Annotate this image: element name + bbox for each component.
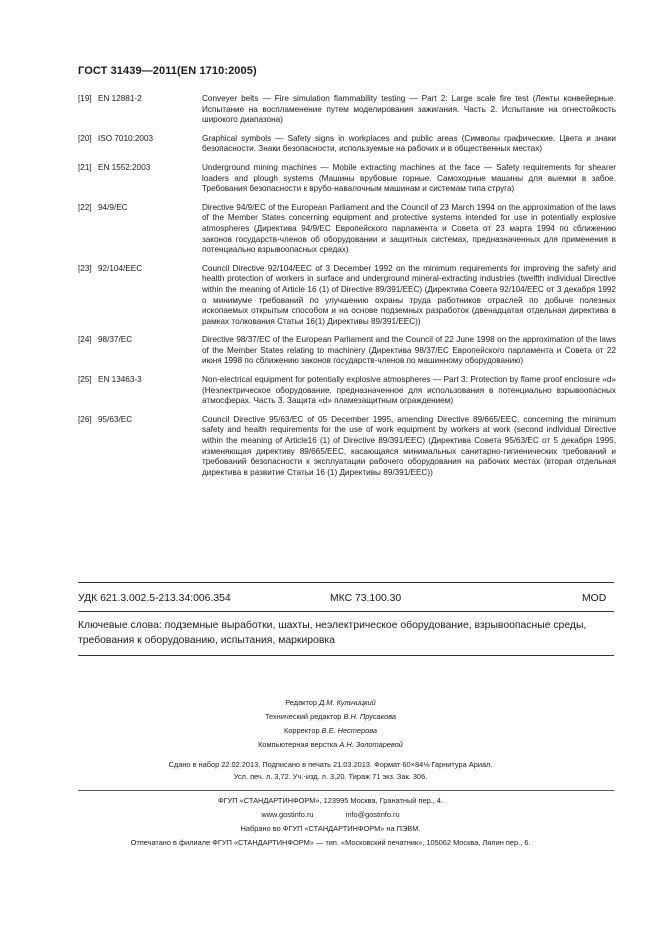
- top-divider: [78, 582, 614, 583]
- bibliography-entry: [78, 335, 616, 367]
- entry-text: Underground mining machines — Mobile extracting machines at the face — Safety requirements for shearer loaders and plough systems (Машины врубовые горные. Самоходные машины для выемки в забое. Требования безопасности к врубо-навалочным машинам и системам типа струга): [202, 162, 616, 194]
- udk-code: УДК 621.3.002.5-213.34:006.354: [78, 593, 231, 604]
- standard-header: ГОСТ 31439—2011(EN 1710:2005): [78, 65, 257, 77]
- entry-number: [19]: [78, 94, 92, 103]
- publisher-email[interactable]: info@gostinfo.ru: [345, 810, 400, 819]
- entry-code: EN 12881-2: [98, 94, 142, 103]
- mks-code: МКС 73.100.30: [330, 593, 402, 604]
- entry-text: Council Directive 92/104/EEC of 3 December 1992 on the minimum requirements for improving the safety and health protection of workers in surface and underground mineral-extracting industries (twelfth individual Directive within the meaning of Article 16 (1) of Directive 89/391/EEC) (Директива Совета 92/104/EEC от 3 декабря 1992 о минимуме требований по улучшению охраны труда работников отраслей по добыче полезных ископаемых открытым способом и на основе подземных разработок (двенадцатая отдельная директива в рамках толкования Статьи 16(1) Директивы 89/391/EEC)): [202, 263, 616, 326]
- publisher-address: ФГУП «СТАНДАРТИНФОРМ», 123995 Москва, Гранатный пер., 4.: [217, 796, 444, 805]
- entry-code: 98/37/EC: [98, 335, 133, 345]
- middle-divider: [78, 611, 614, 612]
- entry-number: [22]: [78, 202, 92, 212]
- bibliography-entry: [78, 415, 616, 479]
- tech-editor-line: [0, 712, 661, 721]
- typesetting-note: Набрано во ФГУП «СТАНДАРТИНФОРМ» на ПЭВМ.: [240, 824, 421, 833]
- entry-text: Conveyer belts — Fire simulation flammability testing — Part 2: Large scale fire test (Ленты конвейерные. Испытание на воспламенение путем моделирования зажигания. Часть 2. Испытание на огнестойкость широкого диапазона): [202, 94, 616, 125]
- bibliography-entry: [78, 94, 616, 126]
- corrector-label: Корректор: [283, 726, 320, 735]
- editor-line: [0, 698, 661, 707]
- entry-code: EN 13463-3: [98, 375, 142, 385]
- keywords: Ключевые слова: подземные выработки, шахты, неэлектрическое оборудование, взрывоопасные среды, требования к оборудованию, испытания, маркировка: [78, 620, 587, 646]
- bibliography-entry: [78, 134, 616, 155]
- entry-number: [21]: [78, 162, 92, 172]
- editor-label: Редактор: [285, 698, 318, 707]
- publisher-divider: [78, 790, 614, 791]
- bibliography-list: [78, 94, 616, 486]
- entry-number: [26]: [78, 414, 92, 424]
- entry-text: Graphical symbols — Safety signs in workplaces and public areas (Символы графические. Цвета и знаки безопасности. Знаки безопасности, используемые на рабочих и в общественных местах): [202, 133, 616, 154]
- entry-code: EN 1552:2003: [98, 162, 151, 172]
- mod-label: MOD: [582, 593, 607, 604]
- layout-line: [0, 740, 661, 749]
- publisher-contacts: [0, 810, 661, 819]
- corrector-line: [0, 726, 661, 735]
- printing-note: Отпечатано в филиале ФГУП «СТАНДАРТИНФОРМ» — тип. «Московский печатник», 105062 Москва, Лялин пер., 6.: [130, 838, 531, 847]
- entry-number: [25]: [78, 375, 92, 385]
- entry-code: ISO 7010:2003: [98, 133, 154, 143]
- bibliography-entry: [78, 264, 616, 328]
- entry-code: 94/9/EC: [98, 202, 128, 212]
- entry-number: [20]: [78, 133, 92, 143]
- entry-text: Non-electrical equipment for potentially explosive atmospheres — Part 3: Protection by flame proof enclosure «d» (Неэлектрическое оборудование, предназначенное для использования в потенциально взрывоопасных атмосферах. Часть 3. Защита «d» пламезащитным ограждением): [202, 375, 616, 406]
- print-details-line: Сдано в набор 22.02.2013. Подписано в печать 21.03.2013. Формат 60×84⅛ Гарнитура Ариал.: [168, 760, 493, 769]
- entry-code: 95/63/EC: [98, 414, 133, 424]
- entry-number: [23]: [78, 263, 92, 273]
- entry-number: [24]: [78, 335, 92, 345]
- editor-name: Д.М. Кульчицкий: [319, 698, 376, 707]
- entry-text: Directive 94/9/EC of the European Parliament and the Council of 23 March 1994 on the approximation of the laws of the Member States concerning equipment and protective systems intended for use in potentially explosive atmospheres (Директива 94/9/EC Европейского парламента и Совета от 23 марта 1994 по сближению законов государств-членов об оборудовании и защитных системах, предназначенных для применения в потенциально взрывоопасных средах): [202, 202, 616, 255]
- entry-text: Council Directive 95/63/EC of 05 December 1995, amending Directive 89/665/EEC, concerning the minimum safety and health requirements for the use of work equipment by workers at work (second individual Directive within the meaning of Article16 (1) of Directive 89/391/EEC) (Директива Совета 95/63/EC от 5 декабря 1995, изменяющая директиву 89/665/EEC, касающаяся минимальных санитарно-гигиенических требований и требований безопасности к эксплуатации рабочего оборудования на рабочих местах (вторая отдельная директива в развитие Статьи 16 (1) Директивы 89/391/EEC)): [202, 414, 616, 477]
- entry-text: Directive 98/37/EC of the European Parliament and the Council of 22 June 1998 on the approximation of the laws of the Member States relating to machinery (Директива 98/37/EC Европейского парламента и Совета от 22 июня 1998 по сближению законов государств-членов по машинному оборудованию): [202, 335, 616, 366]
- publisher-website[interactable]: www.gostinfo.ru: [261, 810, 314, 819]
- tech-editor-label: Технический редактор: [264, 712, 342, 721]
- print-volume-line: Усл. печ. л. 3,72. Уч.-изд. л. 3,20. Тираж 71 экз. Зак. 306.: [233, 772, 428, 781]
- bibliography-entry: [78, 163, 616, 195]
- bibliography-entry: [78, 203, 616, 256]
- corrector-name: В.Е. Нестерова: [321, 726, 378, 735]
- bottom-divider: [78, 655, 614, 656]
- layout-name: А.Н. Золотаревой: [339, 740, 403, 749]
- bibliography-entry: [78, 375, 616, 407]
- tech-editor-name: В.Н. Прусакова: [343, 712, 397, 721]
- layout-label: Компьютерная верстка: [258, 740, 338, 749]
- entry-code: 92/104/EEC: [98, 263, 143, 273]
